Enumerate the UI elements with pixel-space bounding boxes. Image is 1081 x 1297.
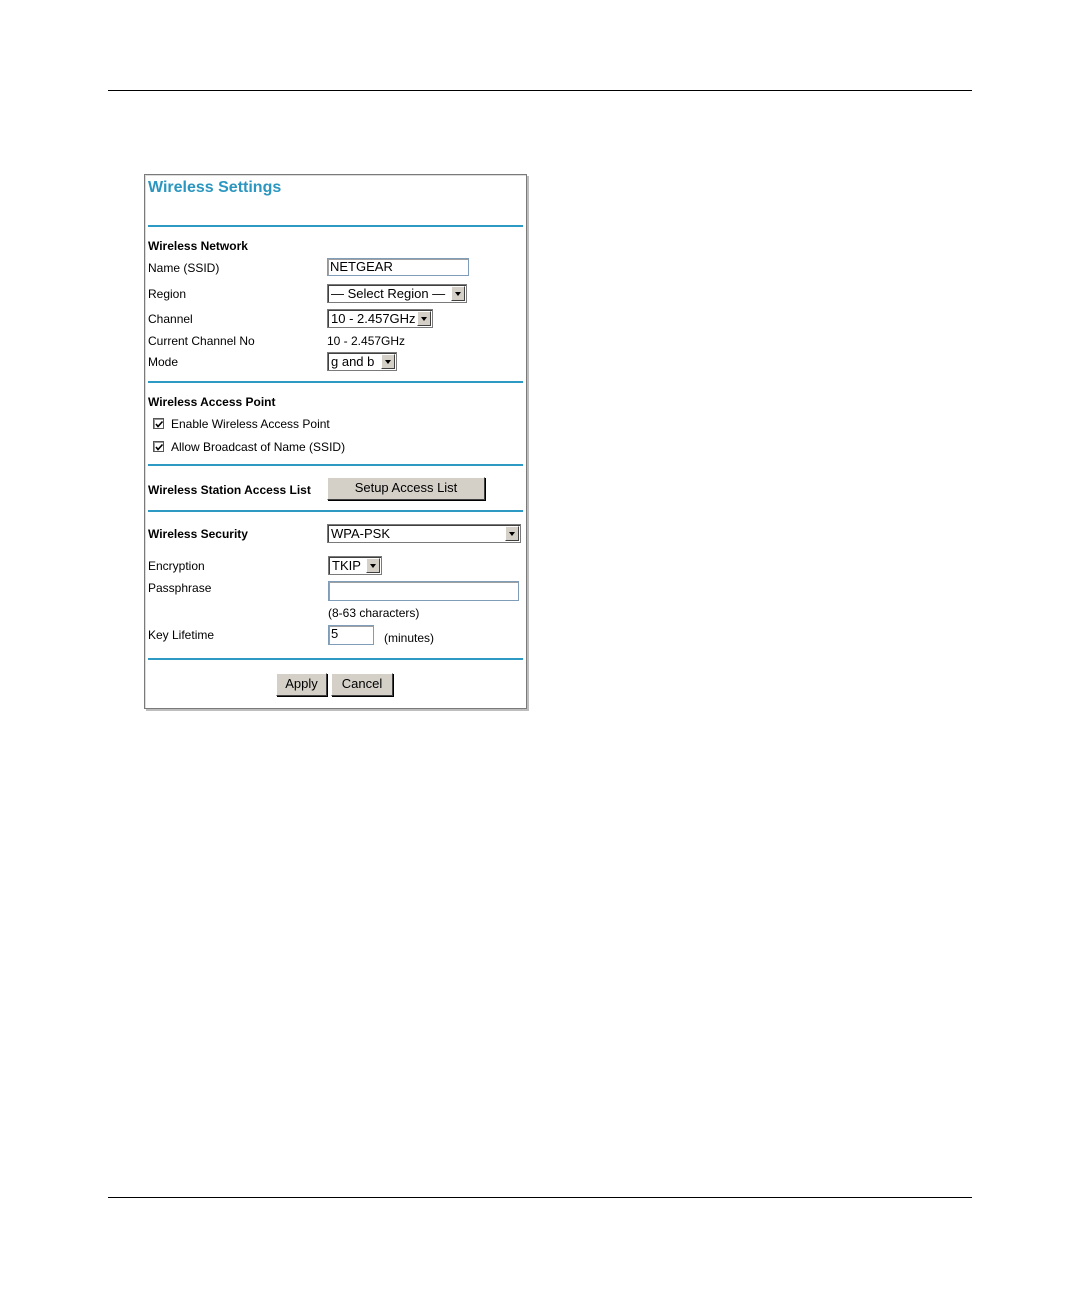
chevron-down-icon[interactable]	[381, 354, 395, 369]
enable-access-point-checkbox[interactable]	[153, 418, 164, 429]
panel-title: Wireless Settings	[148, 179, 282, 196]
checkmark-icon	[154, 419, 165, 430]
chevron-down-icon[interactable]	[366, 558, 380, 573]
chevron-down-icon[interactable]	[505, 526, 519, 541]
checkmark-icon	[154, 442, 165, 453]
page-footer-rule	[108, 1197, 972, 1198]
region-select[interactable]	[327, 284, 467, 303]
enable-access-point-label: Enable Wireless Access Point	[171, 417, 330, 431]
allow-broadcast-checkbox[interactable]	[153, 441, 164, 452]
apply-button[interactable]: Apply	[276, 673, 327, 696]
channel-label: Channel	[148, 312, 193, 326]
allow-broadcast-label: Allow Broadcast of Name (SSID)	[171, 440, 346, 454]
channel-select-value: 10 - 2.457GHz	[331, 311, 416, 326]
setup-access-list-button[interactable]: Setup Access List	[327, 477, 485, 500]
passphrase-hint: (8-63 characters)	[328, 606, 420, 620]
wireless-security-heading: Wireless Security	[148, 527, 248, 541]
current-channel-value: 10 - 2.457GHz	[327, 334, 406, 348]
passphrase-input[interactable]	[328, 581, 519, 601]
region-select-value: — Select Region —	[331, 286, 446, 301]
current-channel-label: Current Channel No	[148, 334, 255, 348]
passphrase-label: Passphrase	[148, 581, 212, 595]
security-select-value: WPA-PSK	[331, 526, 390, 541]
security-select[interactable]	[327, 524, 521, 543]
page-header-rule	[108, 90, 972, 91]
region-label: Region	[148, 287, 187, 301]
access-point-heading: Wireless Access Point	[148, 395, 276, 409]
section-divider	[148, 658, 523, 660]
mode-select-value: g and b	[331, 354, 375, 369]
channel-select[interactable]	[327, 309, 433, 328]
mode-label: Mode	[148, 355, 179, 369]
encryption-select-value: TKIP	[332, 558, 361, 573]
mode-select[interactable]	[327, 352, 397, 371]
ssid-input[interactable]: NETGEAR	[327, 258, 469, 276]
section-divider	[148, 510, 523, 512]
ssid-label: Name (SSID)	[148, 261, 220, 275]
station-access-heading: Wireless Station Access List	[148, 483, 311, 497]
chevron-down-icon[interactable]	[451, 286, 465, 301]
wireless-settings-panel	[144, 174, 527, 709]
key-lifetime-unit: (minutes)	[384, 631, 435, 645]
wireless-network-heading: Wireless Network	[148, 239, 248, 253]
encryption-label: Encryption	[148, 559, 205, 573]
section-divider	[148, 464, 523, 466]
encryption-select[interactable]	[328, 556, 382, 575]
key-lifetime-label: Key Lifetime	[148, 628, 215, 642]
key-lifetime-input[interactable]: 5	[328, 625, 374, 645]
chevron-down-icon[interactable]	[417, 311, 431, 326]
cancel-button[interactable]: Cancel	[331, 673, 393, 696]
section-divider	[148, 225, 523, 227]
section-divider	[148, 381, 523, 383]
